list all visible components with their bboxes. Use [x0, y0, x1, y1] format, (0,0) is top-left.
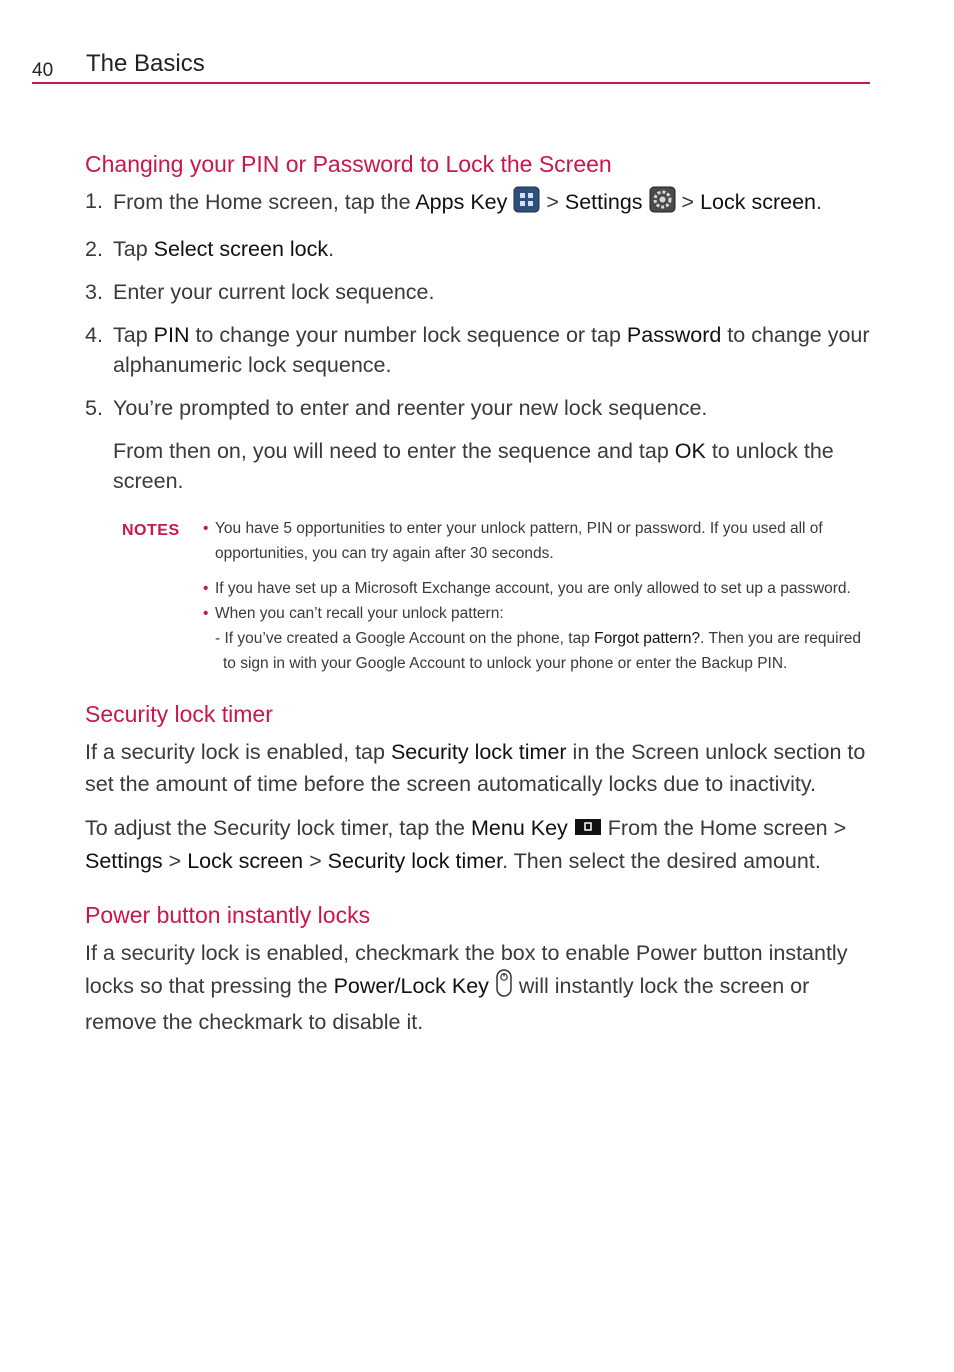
step-text: Enter your current lock sequence. [113, 280, 435, 304]
security-lock-timer-label: Security lock timer [390, 740, 567, 764]
step-number: 5. [85, 396, 103, 420]
power-lock-key-icon [495, 969, 513, 1006]
lock-screen-label: Lock screen [700, 190, 816, 215]
section-title-security-lock-timer: Security lock timer [85, 701, 273, 727]
step-5-continuation [85, 436, 875, 496]
step-4 [85, 320, 875, 380]
note-item [203, 576, 875, 601]
notes-label: NOTES [122, 522, 180, 539]
section-title-change-pin: Changing your PIN or Password to Lock the Screen [85, 151, 612, 177]
paragraph-text: If a security lock is enabled, tap [85, 740, 391, 764]
page-header [32, 50, 870, 84]
settings-gear-icon [649, 186, 676, 221]
paragraph [85, 812, 875, 877]
settings-label: Settings [85, 849, 163, 874]
menu-key-label: Menu Key [471, 816, 568, 840]
chapter-title: The Basics [86, 50, 205, 77]
bullet: • [203, 605, 209, 622]
bullet: • [203, 580, 209, 597]
step-text: to change your alphanumeric lock sequence. [113, 323, 870, 377]
page-content [85, 148, 875, 1050]
lock-screen-label: Lock screen [187, 849, 304, 874]
password-label: Password [626, 323, 722, 347]
separator: > [540, 190, 565, 215]
separator: > [675, 190, 701, 215]
step-text: to change your number lock sequence or tap [189, 323, 627, 347]
paragraph-text: in the Screen unlock section to set the amount of time before the screen automatically locks due to inactivity. [85, 740, 866, 796]
paragraph-text: . Then select the desired amount. [502, 849, 821, 874]
step-number: 4. [85, 323, 103, 347]
menu-key-icon [574, 813, 602, 845]
note-text: When you can’t recall your unlock pattern: [215, 605, 504, 622]
security-lock-timer-label: Security lock timer [327, 849, 503, 874]
note-text: You have 5 opportunities to enter your unlock pattern, PIN or password. If you used all of opportunities, you can try again after 30 seconds. [215, 520, 823, 562]
step-3 [85, 277, 875, 307]
paragraph-text: will instantly lock the screen or remove the checkmark to disable it. [85, 974, 810, 1035]
punctuation: . [328, 237, 335, 261]
apps-key-icon [513, 186, 540, 221]
power-lock-key-label: Power/Lock Key [333, 974, 489, 999]
ok-label: OK [674, 439, 706, 463]
forgot-pattern-label: Forgot pattern? [594, 630, 701, 647]
step-2 [85, 234, 875, 264]
paragraph [85, 736, 875, 800]
step-5 [85, 393, 875, 423]
apps-key-label: Apps Key [415, 190, 508, 215]
paragraph-text: If a security lock is enabled, checkmark the box to enable Power button instantly locks so that pressing the [85, 941, 848, 999]
note-item [203, 601, 875, 626]
paragraph-text: From then on, you will need to enter the sequence and tap [113, 439, 675, 463]
steps-list [85, 186, 875, 423]
step-text: You’re prompted to enter and reenter your new lock sequence. [113, 396, 708, 420]
bullet: • [203, 520, 209, 537]
step-text: From the Home screen, tap the [113, 190, 416, 215]
note-item [203, 516, 875, 566]
sub-note [203, 626, 875, 676]
section-title-power-button: Power button instantly locks [85, 902, 371, 929]
step-1 [85, 186, 875, 221]
step-number: 2. [85, 237, 103, 261]
paragraph-text: to unlock the screen. [113, 439, 834, 493]
punctuation: . [815, 190, 822, 215]
settings-label: Settings [564, 190, 643, 215]
step-number: 1. [85, 189, 103, 213]
paragraph-text: To adjust the Security lock timer, tap the [85, 816, 471, 840]
select-screen-lock-label: Select screen lock [153, 237, 329, 261]
note-text: - If you’ve created a Google Account on the phone, tap [215, 630, 595, 647]
separator: > [162, 849, 188, 874]
note-text: If you have set up a Microsoft Exchange account, you are only allowed to set up a password. [215, 580, 851, 597]
paragraph [85, 937, 875, 1038]
step-text: Tap [113, 323, 154, 347]
step-text: Tap [113, 237, 154, 261]
note-text: . Then you are required to sign in with your Google Account to unlock your phone or enter the Backup PIN. [223, 630, 861, 672]
page-number: 40 [32, 60, 54, 81]
step-number: 3. [85, 280, 103, 304]
notes-block [85, 516, 875, 676]
paragraph-text: From the Home screen > [601, 816, 847, 840]
pin-label: PIN [153, 323, 190, 347]
separator: > [303, 849, 328, 874]
